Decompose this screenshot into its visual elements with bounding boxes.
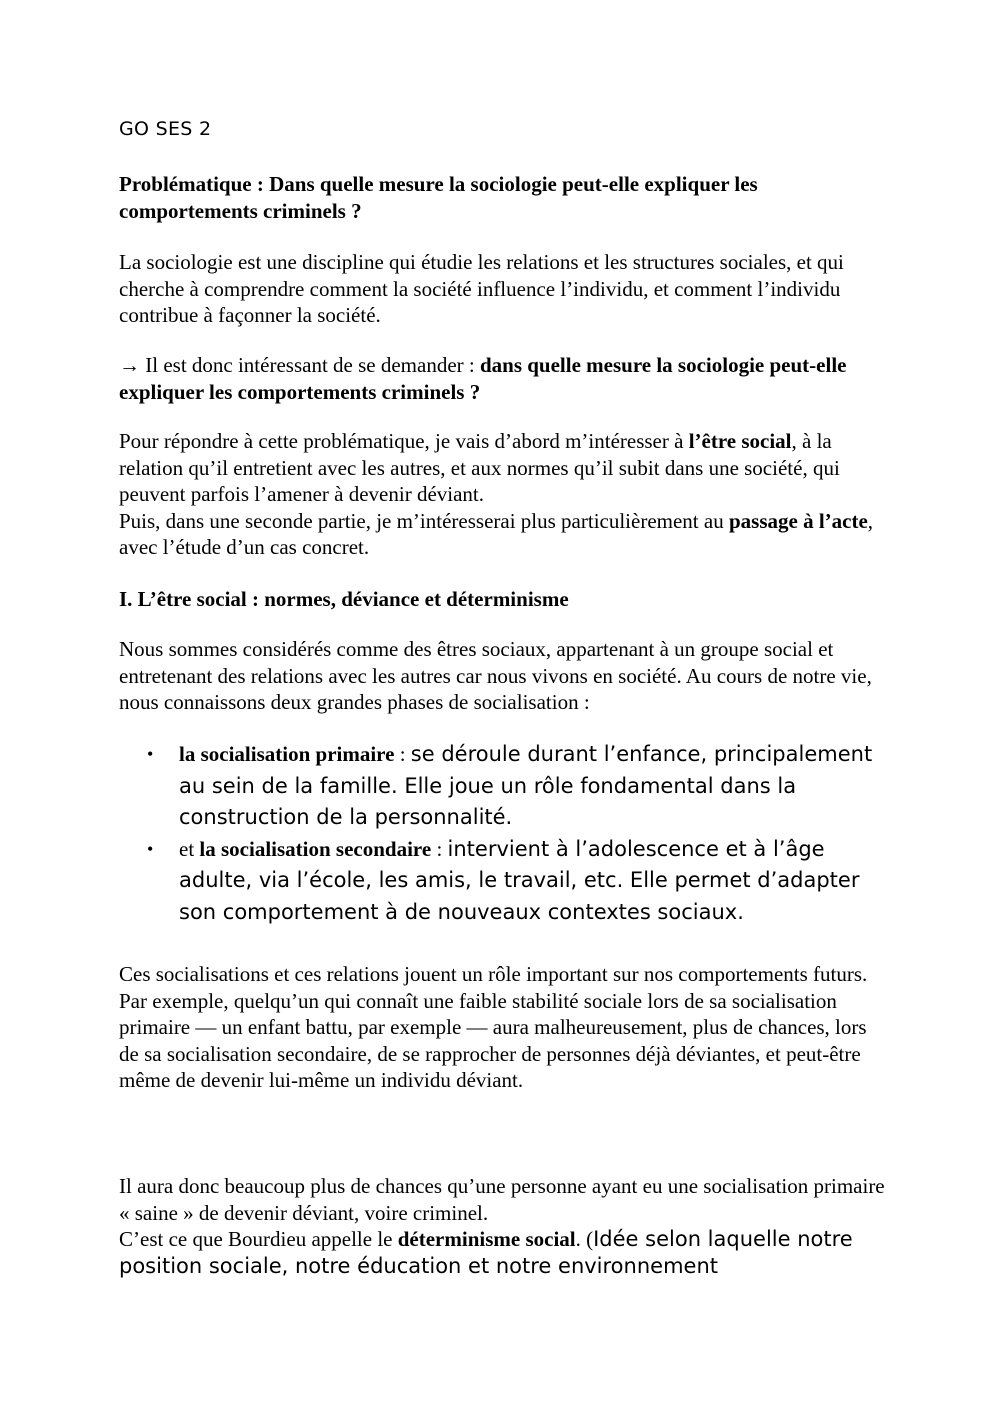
question-bold: dans quelle mesure la sociologie peut-elle expliquer les comportements criminels ? — [119, 353, 847, 404]
problematique-label: Problématique : — [119, 172, 264, 196]
consequences-paragraph — [119, 961, 889, 1094]
determinisme-p2-start: C’est ce que Bourdieu appelle le — [119, 1227, 393, 1251]
plan-p1-start: Pour répondre à cette problématique, je vais d’abord m’intéresser à — [119, 429, 684, 453]
determinisme-p2-dot: . ( — [575, 1227, 594, 1251]
list-item-colon: : — [394, 742, 411, 766]
list-item — [119, 740, 889, 835]
course-code: GO SES 2 — [119, 118, 212, 140]
consequences-p1: Ces socialisations et ces relations jouent un rôle important sur nos comportements futurs. — [119, 962, 868, 986]
plan-p1-bold: l’être social — [688, 429, 792, 453]
list-item-prefix: et — [179, 836, 200, 861]
bullet-icon: • — [147, 744, 154, 764]
list-item — [119, 835, 889, 930]
socialisation-intro: Nous sommes considérés comme des êtres sociaux, appartenant à un groupe social et entretenant des relations avec les autres car nous vivons en société. Au cours de notre vie, nous connaissons deux grandes phases de socialisation : — [119, 637, 872, 714]
bullet-icon: • — [147, 838, 154, 859]
plan-p1-end: , à la relation qu’il entretient avec les autres, et aux normes qu’il subit dans une société, qui peuvent parfois l’amener à devenir déviant. — [119, 429, 840, 506]
list-item-desc: intervient à l’adolescence et à l’âge adulte, via l’école, les amis, le travail, etc. Elle permet d’adapter son comportement à de nouveaux contextes sociaux. — [179, 836, 860, 924]
list-item-colon: : — [431, 836, 448, 861]
list-item-desc: se déroule durant l’enfance, principalement au sein de la famille. Elle joue un rôle fondamental dans la construction de la personnalité. — [179, 742, 873, 829]
intro-paragraph: La sociologie est une discipline qui étudie les relations et les structures sociales, et qui cherche à comprendre comment la société influence l’individu, et comment l’individu contribue à façonner la société. — [119, 250, 844, 327]
plan-p2-bold: passage à l’acte — [728, 508, 868, 533]
determinisme-p2-rest: Idée selon laquelle notre position sociale, notre éducation et notre environnement — [119, 1227, 853, 1278]
question-prefix: → Il est donc intéressant de se demander : — [119, 353, 475, 377]
determinisme-p2-bold: déterminisme social — [397, 1227, 576, 1251]
problematique-text: Dans quelle mesure la sociologie peut-elle expliquer les comportements criminels ? — [119, 172, 758, 223]
question-paragraph — [119, 352, 889, 405]
determinisme-paragraph — [119, 1173, 889, 1279]
section-1-title: I. L’être social : normes, déviance et déterminisme — [119, 587, 569, 611]
plan-paragraph — [119, 428, 889, 561]
plan-p2-end: , avec l’étude d’un cas concret. — [119, 508, 874, 559]
consequences-p2: Par exemple, quelqu’un qui connaît une faible stabilité sociale lors de sa socialisation primaire — un enfant battu, par exemple — aura malheureusement, plus de chances, lors de sa socialisation secondaire, de se rapprocher de personnes déjà déviantes, et peut-être même de devenir lui-même un individu déviant. — [119, 988, 867, 1092]
list-item-term: la socialisation secondaire — [199, 836, 432, 861]
plan-p2-start: Puis, dans une seconde partie, je m’intéresserai plus particulièrement au — [119, 508, 724, 533]
socialisation-list — [119, 740, 889, 929]
determinisme-p1: Il aura donc beaucoup plus de chances qu’une personne ayant eu une socialisation primaire « saine » de devenir déviant, voire criminel. — [119, 1174, 885, 1225]
list-item-term: la socialisation primaire — [179, 742, 395, 766]
problematique — [119, 171, 889, 224]
